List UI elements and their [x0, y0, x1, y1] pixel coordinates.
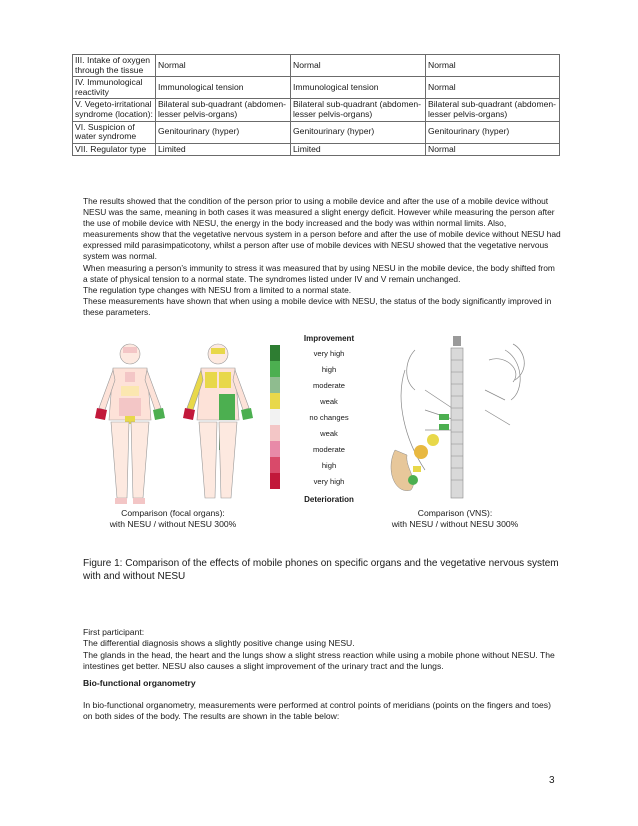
table-cell-c3: Normal [426, 55, 560, 77]
table-cell-c1: Limited [156, 143, 291, 156]
table-cell-c3: Normal [426, 143, 560, 156]
page-number: 3 [549, 775, 555, 786]
legend-swatch [270, 409, 280, 425]
legend-top-label: Improvement [303, 334, 355, 343]
table-cell-c2: Bilateral sub-quadrant (abdomen-lesser pelvis-organs) [291, 99, 426, 121]
table-cell-label: III. Intake of oxygen through the tissue [73, 55, 156, 77]
caption-vns [385, 508, 525, 530]
legend-label: moderate [312, 381, 346, 390]
results-table [72, 54, 560, 156]
table-cell-c2: Immunological tension [291, 77, 426, 99]
caption-focal-line1: Comparison (focal organs): [121, 508, 225, 518]
body-back [183, 344, 253, 498]
organometry-text: In bio-functional organometry, measurements were performed at control points of meridians (points on the fingers and toes) on both sides of the body. The results are shown in the table below: [83, 700, 551, 722]
table-row [73, 55, 560, 77]
results-text-4: These measurements have shown that when using a mobile device with NESU, the status of the body significantly improved in these parameters. [83, 295, 552, 317]
caption-vns-line2: with NESU / without NESU 300% [391, 519, 519, 529]
legend-swatch [270, 457, 280, 473]
table-cell-c1: Normal [156, 55, 291, 77]
results-text-1: The results showed that the condition of the person prior to using a mobile device and after the use of a mobile device without NESU was the same, meaning in both cases it was measured a slight energy deficit. However while measuring the person after the use of mobile device with NESU, the energy in the body increased and the body was within normal limits. Also, measurements show that the vegetative nervous system in a person before and after the use of mobile device without NESU had expressed mild parasimpaticotony, whilst a person after use of mobile devices with NESU showed that the vegetative nervous system was normal. [83, 196, 561, 262]
table-cell-c2: Genitourinary (hyper) [291, 121, 426, 143]
table-cell-c3: Genitourinary (hyper) [426, 121, 560, 143]
legend-swatch [270, 377, 280, 393]
legend-label: weak [320, 429, 338, 438]
table-cell-c1: Immunological tension [156, 77, 291, 99]
legend-label: very high [313, 477, 345, 486]
table-row [73, 121, 560, 143]
table-row [73, 143, 560, 156]
results-paragraph [83, 196, 561, 318]
legend-label: no changes [309, 413, 349, 422]
legend-swatch [270, 473, 280, 489]
table-cell-c2: Normal [291, 55, 426, 77]
legend-swatch [270, 393, 280, 409]
focal-organs-figure [85, 338, 265, 513]
legend-swatch [270, 425, 280, 441]
vns-figure [385, 330, 535, 510]
legend-bottom-label: Deterioration [304, 495, 354, 504]
table-row [73, 99, 560, 121]
figure-caption: Figure 1: Comparison of the effects of mobile phones on specific organs and the vegetative nervous system with and without NESU [83, 558, 559, 582]
table-row [73, 77, 560, 99]
participant-section [83, 627, 561, 673]
participant-line-2: The glands in the head, the heart and the lungs show a slight stress reaction while using a mobile phone without NESU. The intestines get better. NESU also causes a slight improvement of the urinary tract and the lungs. [83, 649, 555, 672]
legend-swatch [270, 441, 280, 457]
table-cell-label: VI. Suspicion of water syndrome [73, 121, 156, 143]
legend-swatch [270, 345, 280, 361]
caption-focal-line2: with NESU / without NESU 300% [109, 519, 237, 529]
table-cell-label: IV. Immunological reactivity [73, 77, 156, 99]
caption-focal-organs [98, 508, 248, 530]
table-cell-c3: Bilateral sub-quadrant (abdomen-lesser pelvis-organs) [426, 99, 560, 121]
legend-swatch [270, 361, 280, 377]
table-cell-c3: Normal [426, 77, 560, 99]
table-cell-c2: Limited [291, 143, 426, 156]
participant-line-1: The differential diagnosis shows a slightly positive change using NESU. [83, 638, 355, 649]
legend-label: very high [313, 349, 345, 358]
table-cell-label: V. Vegeto-irritational syndrome (location): [73, 99, 156, 121]
legend-label: weak [320, 397, 338, 406]
table-cell-c1: Genitourinary (hyper) [156, 121, 291, 143]
results-text-3: The regulation type changes with NESU from a limited to a normal state. [83, 284, 352, 295]
legend-label: moderate [312, 445, 346, 454]
caption-vns-line1: Comparison (VNS): [417, 508, 493, 518]
color-legend [270, 330, 370, 510]
spinal-column [451, 348, 463, 498]
legend-label: high [321, 365, 337, 374]
legend-label: high [321, 461, 337, 470]
results-text-2: When measuring a person’s immunity to stress it was measured that by using NESU in the mobile device, the body shifted from a state of physical tension to a normal state. The syndromes listed under IV and V remain unchanged. [83, 262, 555, 284]
table-cell-c1: Bilateral sub-quadrant (abdomen-lesser pelvis-organs) [156, 99, 291, 121]
table-cell-label: VII. Regulator type [73, 143, 156, 156]
participant-heading: First participant: [83, 627, 145, 637]
body-front [95, 344, 165, 504]
organometry-heading: Bio-functional organometry [83, 678, 196, 688]
